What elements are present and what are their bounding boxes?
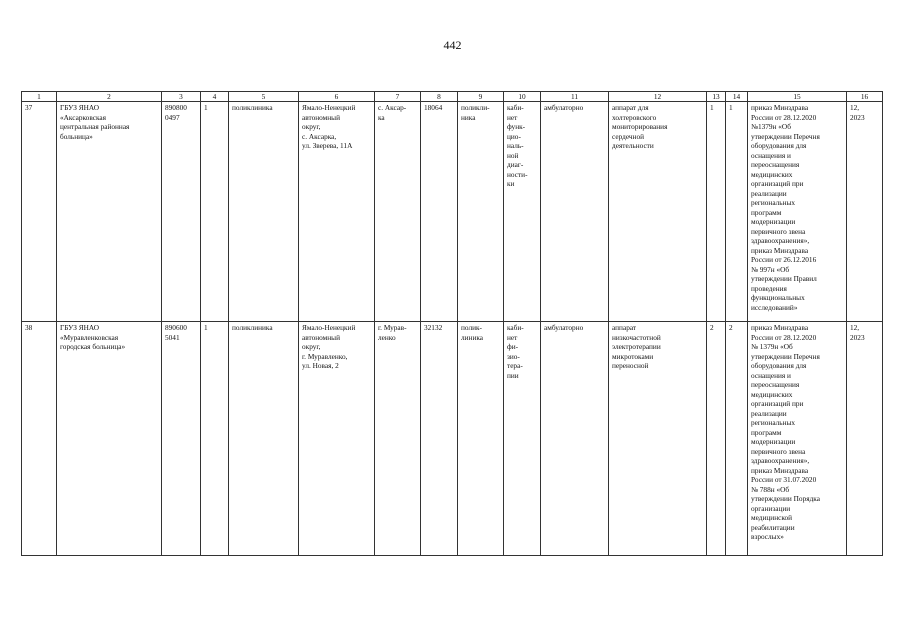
column-header: 2 [57,92,162,102]
organization-cell: ГБУЗ ЯНАО «Муравленковская городская больница» [57,322,162,556]
table-row [22,322,883,556]
column-header: 11 [541,92,609,102]
facility-cell: поликли- ника [458,102,504,322]
quantity-cell: 2 [726,322,748,556]
column-header: 10 [504,92,541,102]
unit-type-cell: поликлиника [229,102,299,322]
row-number-cell: 38 [22,322,57,556]
column-header: 1 [22,92,57,102]
column-header: 14 [726,92,748,102]
settlement-cell: с. Аксар- ка [375,102,421,322]
column-header: 7 [375,92,421,102]
code-cell: 890800 0497 [162,102,201,322]
column-header: 16 [847,92,883,102]
column-header: 3 [162,92,201,102]
equipment-cell: аппарат низкочастотной электротерапии микротоками переносной [609,322,707,556]
cabinet-cell: каби- нет фи- зио- тера- пии [504,322,541,556]
page-number: 442 [443,38,462,52]
settlement-cell: г. Мурав- ленко [375,322,421,556]
document-table [21,91,883,556]
period-cell: 12, 2023 [847,102,883,322]
care-form-cell: амбулаторно [541,102,609,322]
organization-cell: ГБУЗ ЯНАО «Аксарковская центральная районная больница» [57,102,162,322]
row-number-cell: 37 [22,102,57,322]
unit-type-cell: поликлиника [229,322,299,556]
period-cell: 12, 2023 [847,322,883,556]
column-header: 4 [201,92,229,102]
column-header: 8 [421,92,458,102]
regulation-cell: приказ Минздрава России от 28.12.2020 №1379н «Об утверждении Перечня оборудования для оснащения и переоснащения медицинских организаций при реализации региональных программ модернизации первичного звена здравоохранения», приказ Минздрава России от 26.12.2016 № 997н «Об утверждении Правил проведения функциональных исследований» [748,102,847,322]
quantity-cell: 2 [707,322,726,556]
code-cell: 890600 5041 [162,322,201,556]
table-row [22,102,883,322]
facility-cell: полик- линика [458,322,504,556]
number-cell: 18064 [421,102,458,322]
column-header: 5 [229,92,299,102]
column-header: 6 [299,92,375,102]
equipment-cell: аппарат для холтеровского мониторирования сердечной деятельности [609,102,707,322]
care-form-cell: амбулаторно [541,322,609,556]
table-header-row [22,92,883,102]
table-cell: 1 [201,102,229,322]
column-header: 9 [458,92,504,102]
cabinet-cell: каби- нет функ- цио- наль- ной диаг- ности- ки [504,102,541,322]
table-cell: 1 [201,322,229,556]
quantity-cell: 1 [707,102,726,322]
number-cell: 32132 [421,322,458,556]
quantity-cell: 1 [726,102,748,322]
address-cell: Ямало-Ненецкий автономный округ, с. Аксарка, ул. Зверева, 11А [299,102,375,322]
address-cell: Ямало-Ненецкий автономный округ, г. Муравленко, ул. Новая, 2 [299,322,375,556]
regulation-cell: приказ Минздрава России от 28.12.2020 № 1379н «Об утверждении Перечня оборудования для оснащения и переоснащения медицинских организаций при реализации региональных программ модернизации первичного звена здравоохранения», приказ Минздрава России от 31.07.2020 № 788н «Об утверждении Порядка организации медицинской реабилитации взрослых» [748,322,847,556]
column-header: 15 [748,92,847,102]
column-header: 13 [707,92,726,102]
column-header: 12 [609,92,707,102]
